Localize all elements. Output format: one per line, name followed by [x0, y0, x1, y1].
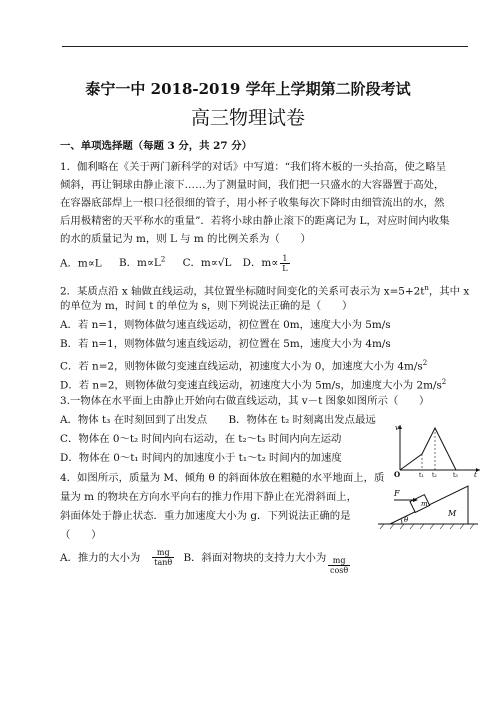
vt-graph [392, 422, 484, 478]
q1-line-3: 在容器底部焊上一根口径很细的管子，用小杯子收集每次下降时由细管流出的水，然 [60, 197, 445, 209]
ground-hatching [380, 524, 474, 529]
origin-label: O [394, 470, 401, 478]
q1-options [60, 253, 292, 273]
header-rule [62, 46, 468, 47]
q1-option-d: D．m∝ $\frac{1}{L}$ [242, 253, 288, 273]
t3-label: t₃ [453, 472, 458, 478]
section-heading: 一、单项选择题（每题 3 分，共 27 分） [60, 140, 253, 152]
q1-option-b: B．$m\propto L^2$ [119, 256, 166, 270]
q2-line-1: 2．某质点沿 x 轴做直线运动，其位置坐标随时间变化的关系可表示为 $x=5+2t^n$，其中 x [60, 284, 470, 298]
angle-label: θ [404, 516, 409, 524]
q3-option-c: C．物体在 0～t₂ 时间内向右运动，在 t₂～t₃ 时间内向左运动 [60, 433, 342, 445]
t1-label: t₁ [419, 472, 424, 478]
q4-line-4: （ ） [60, 529, 102, 541]
block-label: m [421, 500, 428, 508]
q4-line-3: 斜面体处于静止状态．重力加速度大小为 g．下列说法正确的是 [60, 510, 351, 522]
t-label: t [474, 471, 477, 478]
school-title: 泰宁一中 2018-2019 学年上学期第二阶段考试 [85, 80, 411, 98]
q1-line-4: 后用极精密的天平称水的重量”．若将小球由静止滚下的距离记为 L，对应时间内收集 [60, 215, 450, 227]
q1-option-c: C．m∝√L [182, 257, 232, 270]
exam-title: 高三物理试卷 [190, 107, 305, 129]
q4-options [60, 548, 326, 567]
q4-option-b-fraction: $\frac{mg}{\cos\theta}$ [330, 556, 349, 575]
incline-figure [376, 472, 480, 532]
q2-option-d: D．若 n=2，则物体做匀变速直线运动，初速度大小为 5m/s，加速度大小为 $2m/s^2$ [60, 378, 447, 392]
q3-option-b: B．物体在 t₂ 时刻离出发点最远 [228, 414, 376, 426]
q1-line-1: 1．伽利略在《关于两门新科学的对话》中写道：“我们将木板的一头抬高，使之略呈 [60, 161, 446, 173]
wedge-label: M [448, 509, 457, 518]
q1-line-2: 倾斜，再让铜球由静止滚下……为了测量时间，我们把一只盛水的大容器置于高处， [60, 179, 445, 191]
q2-option-b: B．若 n=1，则物体做匀速直线运动，初位置在 5m，速度大小为 4m/s [60, 338, 391, 350]
q2-option-a: A．若 n=1，则物体做匀速直线运动，初位置在 0m，速度大小为 5m/s [60, 319, 391, 331]
q4-option-b: B．斜面对物块的支持力大小为 [183, 551, 327, 564]
q3-stem: 3.一物体在水平面上由静止开始向右做直线运动，其 v－t 图象如图所示（ ） [60, 395, 430, 407]
q1-line-5: 的水的质量记为 m，则 L 与 m 的比例关系为（ ） [60, 233, 311, 245]
q3-option-d: D．物体在 0～t₁ 时间内的加速度小于 t₁～t₂ 时间内的加速度 [60, 452, 342, 464]
q3-option-a: A．物体 t₃ 在时刻回到了出发点 [60, 414, 208, 426]
t2-label: t₂ [432, 472, 437, 478]
q3-options-ab [60, 413, 376, 427]
q2-option-c: C．若 n=2，则物体做匀变速直线运动，初速度大小为 0，加速度大小为 $4m/s^2$ [60, 359, 428, 373]
vt-curve [400, 428, 456, 470]
q4-option-a: A．推力的大小为 $\frac{mg}{\tan\theta}$ [60, 548, 173, 567]
q2-line-2: 的单位为 m，时间 t 的单位为 s，则下列说法正确的是（ ） [60, 300, 353, 312]
q1-option-a: A．m∝L [60, 257, 102, 270]
v-label: v [395, 424, 399, 432]
force-label: F [394, 489, 400, 498]
q4-line-1: 4．如图所示，质量为 M、倾角 θ 的斜面体放在粗糙的水平地面上，质 [60, 472, 385, 484]
q4-line-2: 量为 m 的物块在方向水平向右的推力作用下静止在光滑斜面上， [60, 491, 358, 503]
